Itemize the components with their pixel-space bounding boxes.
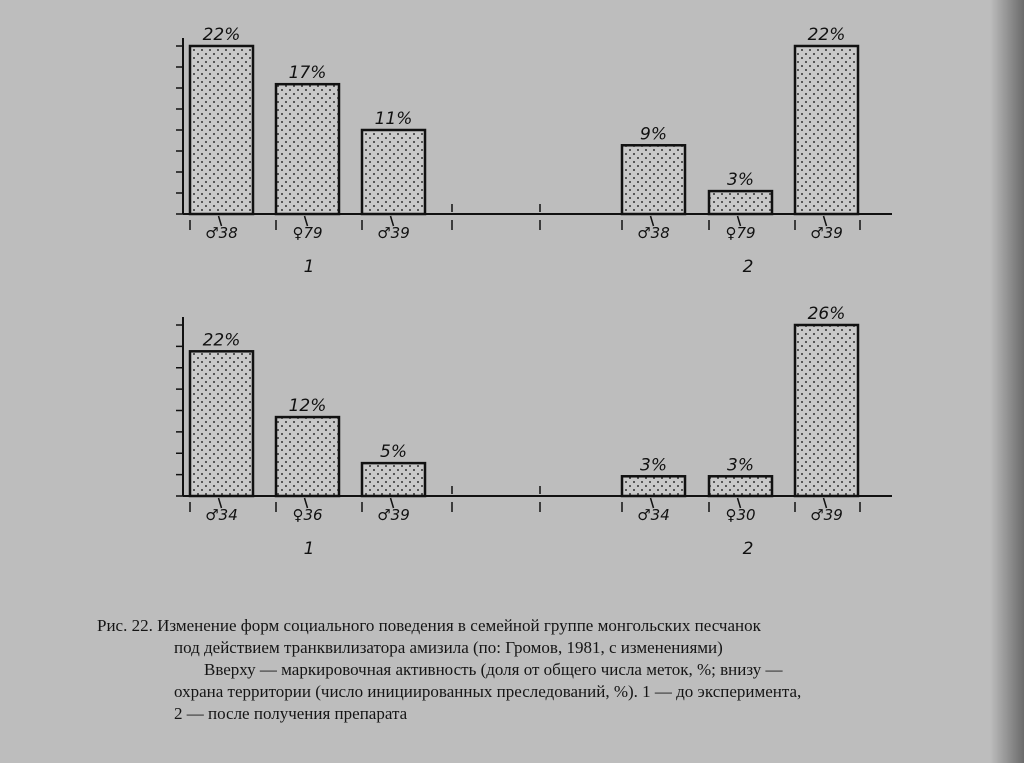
bar-category-label: ♀30: [725, 506, 756, 524]
bar-category-label: ♀79: [292, 224, 323, 242]
caption-line-2: под действием транквилизатора амизила (по: Громов, 1981, с изменениями): [174, 638, 723, 657]
bar: [795, 325, 858, 496]
caption-line-1: Рис. 22. Изменение форм социального поведения в семейной группе монгольских песчанок: [97, 616, 761, 635]
bar: [362, 130, 425, 214]
bar-category-label: ♂38: [637, 224, 670, 242]
bar-category-label: ♂39: [810, 506, 843, 524]
caption-line-5: 2 — после получения препарата: [174, 704, 408, 723]
bar: [190, 351, 253, 496]
group-label: 2: [742, 539, 754, 559]
bar-category-label: ♀36: [292, 506, 323, 524]
bar-category-label: ♂34: [637, 506, 670, 524]
caption-line-3: Вверху — маркировочная активность (доля от общего числа меток, %; внизу —: [204, 660, 783, 679]
bar: [709, 191, 772, 214]
bar: [276, 84, 339, 214]
bar: [622, 145, 685, 214]
bar-value-label: 22%: [807, 25, 846, 45]
bar: [709, 476, 772, 496]
bar-value-label: 9%: [640, 124, 667, 145]
bar: [622, 476, 685, 496]
bar-category-label: ♂38: [205, 224, 238, 242]
bar-category-label: ♂34: [205, 506, 238, 524]
bar-value-label: 3%: [640, 455, 667, 476]
bar: [795, 46, 858, 214]
figure-caption: [97, 615, 977, 725]
group-label: 2: [742, 257, 754, 277]
bar-category-label: ♂39: [377, 224, 410, 242]
caption-line-4: охрана территории (число инициированных преследований, %). 1 — до эксперимента,: [174, 682, 802, 701]
bar: [362, 463, 425, 496]
bar: [276, 417, 339, 496]
bar-value-label: 26%: [807, 304, 846, 324]
group-label: 1: [303, 539, 315, 559]
bar-category-label: ♂39: [377, 506, 410, 524]
bar-value-label: 3%: [727, 170, 754, 191]
bar-value-label: 17%: [288, 63, 327, 84]
bar-value-label: 12%: [288, 396, 327, 417]
bar-value-label: 3%: [727, 455, 754, 476]
bar-value-label: 11%: [374, 109, 413, 129]
bar-category-label: ♂39: [810, 224, 843, 242]
bar-value-label: 5%: [380, 442, 407, 463]
bar-value-label: 22%: [202, 25, 241, 45]
bar-category-label: ♀79: [725, 224, 756, 242]
bar: [190, 46, 253, 214]
group-label: 1: [303, 257, 315, 277]
bar-value-label: 22%: [202, 330, 241, 351]
